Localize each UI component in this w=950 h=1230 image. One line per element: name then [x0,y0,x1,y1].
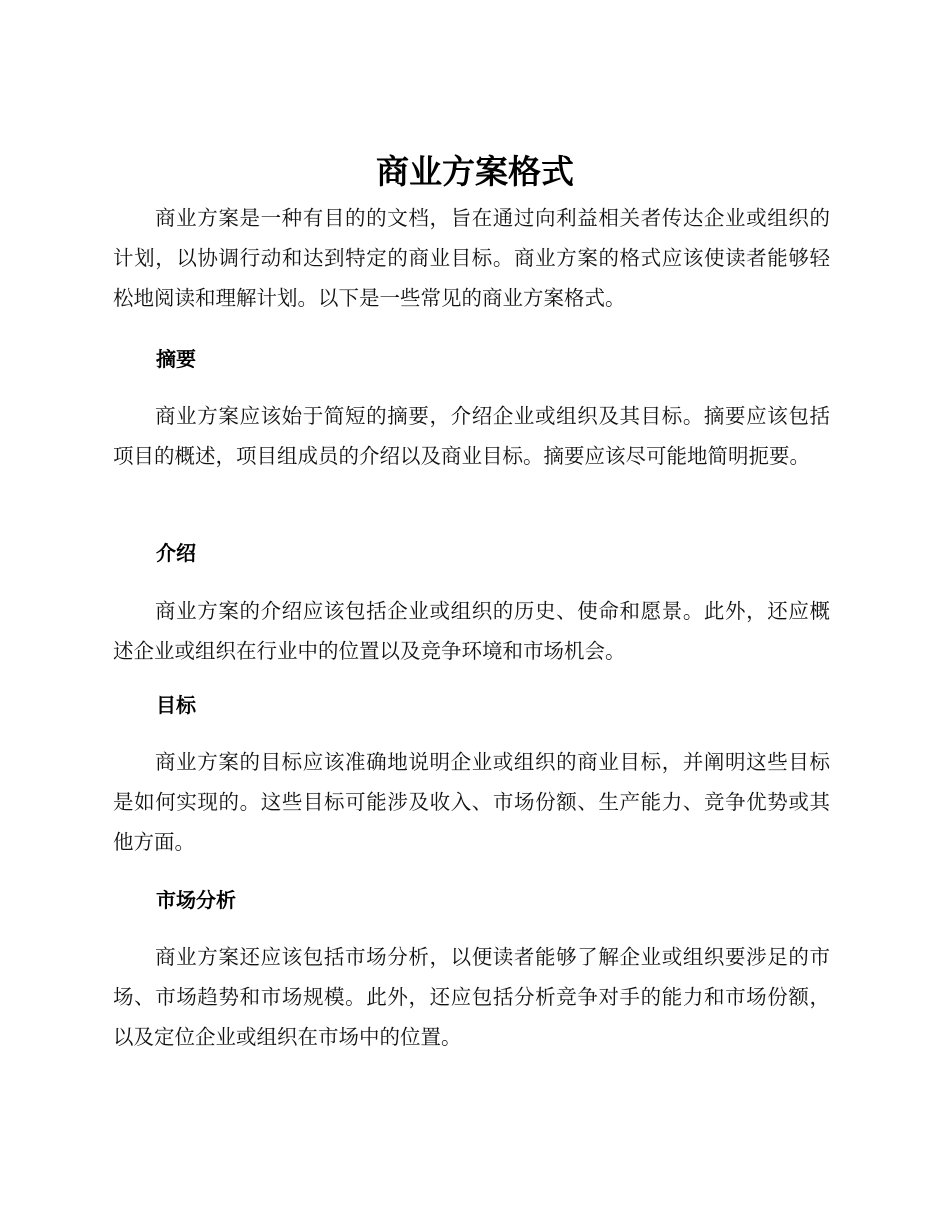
section-body-market-analysis: 商业方案还应该包括市场分析，以便读者能够了解企业或组织要涉足的市场、市场趋势和市场规模。此外，还应包括分析竞争对手的能力和市场份额，以及定位企业或组织在市场中的位置。 [113,945,830,1049]
intro-paragraph: 商业方案是一种有目的的文档，旨在通过向利益相关者传达企业或组织的计划，以协调行动和达到特定的商业目标。商业方案的格式应该使读者能够轻松地阅读和理解计划。以下是一些常见的商业方案格式。 [113,206,830,310]
section-heading-introduction: 介绍 [156,541,196,565]
section-heading-goals: 目标 [156,693,196,717]
section-body-summary: 商业方案应该始于简短的摘要，介绍企业或组织及其目标。摘要应该包括项目的概述，项目组成员的介绍以及商业目标。摘要应该尽可能地简明扼要。 [113,404,830,468]
section-body-introduction: 商业方案的介绍应该包括企业或组织的历史、使命和愿景。此外，还应概述企业或组织在行业中的位置以及竞争环境和市场机会。 [113,599,830,663]
section-heading-market-analysis: 市场分析 [156,888,236,912]
section-heading-summary: 摘要 [156,347,196,371]
section-body-goals: 商业方案的目标应该准确地说明企业或组织的商业目标，并阐明这些目标是如何实现的。这些目标可能涉及收入、市场份额、生产能力、竞争优势或其他方面。 [113,750,830,854]
document-title: 商业方案格式 [376,152,574,191]
